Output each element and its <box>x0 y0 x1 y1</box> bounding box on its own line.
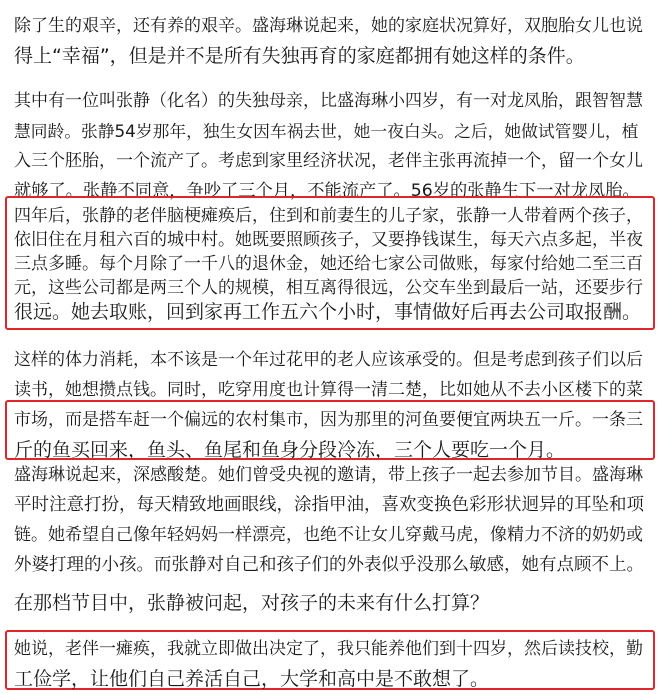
text-line: 盛海琳说起来，深感酸楚。她们曾受央视的邀请，带上孩子一起去参加节目。盛海琳 <box>14 465 643 485</box>
paragraph-1 <box>14 11 646 71</box>
text-line: 依旧住在月租六百的城中村。她既要照顾孩子，又要挣钱谋生，每天六点多起，半夜 <box>14 230 643 250</box>
paragraph-4 <box>14 345 646 465</box>
paragraph-2 <box>14 86 646 206</box>
text-line: 在那档节目中，张静被问起，对孩子的未来有什么打算？ <box>14 592 490 614</box>
text-line: 得上“幸福”，但是并不是所有失独再育的家庭都拥有她这样的条件。 <box>14 45 585 67</box>
text-line: 入三个胚胎，一个流产了。考虑到家里经济状况，老伴主张再流掉一个，留一个女儿 <box>14 151 643 171</box>
paragraph-6 <box>14 588 646 618</box>
text-line: 四年后，张静的老伴脑梗瘫痪后，住到和前妻生的儿子家，张静一人带着两个孩子， <box>14 206 643 226</box>
text-line: 元，这些公司都是两三个人的规模，相互离得很远，公交车坐到最后一站，还要步行 <box>14 278 643 298</box>
text-line: 三点多睡。每个月除了一千八的退休金，她还给七家公司做账，每家付给她二至三百 <box>14 254 643 274</box>
text-line: 就够了。张静不同意，争吵了三个月，不能流产了。56岁的张静生下一对龙凤胎。 <box>14 181 640 201</box>
text-line: 平时注意打扮，每天精致地画眼线，涂指甲油，喜欢变换色彩形状迥异的耳坠和项 <box>14 495 644 515</box>
text-line: 链。她希望自己像年轻妈妈一样漂亮，也绝不让女儿穿戴马虎，像精力不济的奶奶或 <box>14 525 643 545</box>
text-line: 这样的体力消耗，本不该是一个年过花甲的老人应该承受的。但是考虑到孩子们以后 <box>14 350 643 370</box>
text-line: 她说，老伴一瘫痪，我就立即做出决定了，我只能养他们到十四岁，然后读技校，勤 <box>14 639 643 659</box>
text-line: 除了生的艰辛，还有养的艰辛。盛海琳说起来，她的家庭状况算好，双胞胎女儿也说 <box>14 16 643 36</box>
text-line: 慧同龄。张静54岁那年，独生女因车祸去世，她一夜白头。之后，她做试管婴儿，植 <box>14 121 639 141</box>
text-line: 外婆打理的小孩。而张静对自己和孩子们的外表似乎没那么敏感，她有点顾不上。 <box>14 555 644 575</box>
paragraph-5 <box>14 460 646 580</box>
text-line: 读书，她想攒点钱。同时，吃穿用度也计算得一清二楚，比如她从不去小区楼下的菜 <box>14 380 643 400</box>
paragraph-7 <box>14 634 646 694</box>
paragraph-3 <box>14 201 646 321</box>
text-line: 工俭学，让他们自己养活自己，大学和高中是不敢想了。 <box>14 668 490 690</box>
text-line: 很远。她去取账，回到家再工作五六个小时，事情做好后再去公司取报酬。 <box>14 301 642 323</box>
text-line: 市场，而是搭车赶一个偏远的农村集市，因为那里的河鱼要便宜两块五一斤。一条三 <box>14 410 643 430</box>
text-line: 斤的鱼买回来，鱼头、鱼尾和鱼身分段冷冻，三个人要吃一个月。 <box>14 439 566 461</box>
text-line: 其中有一位叫张静（化名）的失独母亲，比盛海琳小四岁，有一对龙凤胎，跟智智慧 <box>14 91 643 111</box>
